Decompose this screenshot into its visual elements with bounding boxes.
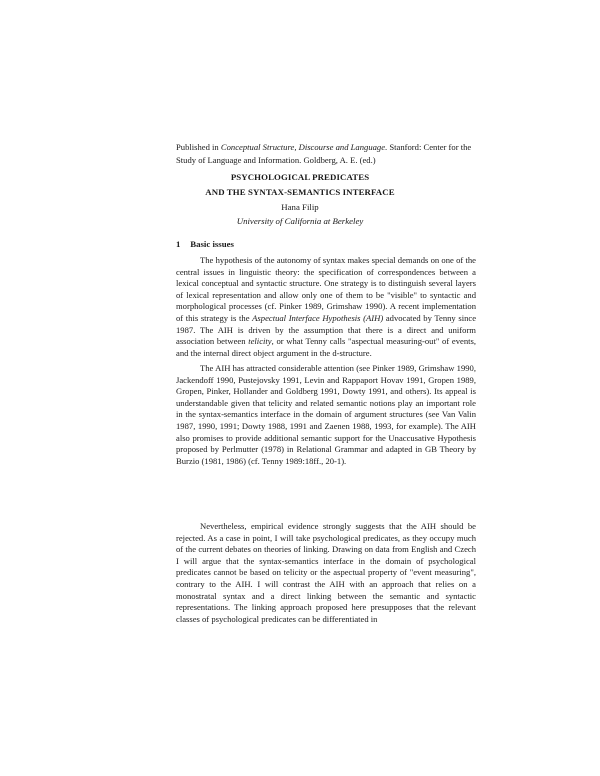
author-affiliation: University of California at Berkeley: [236, 216, 364, 226]
paragraph-1: [176, 255, 476, 359]
paragraph-2: The AIH has attracted considerable attention (see Pinker 1989, Grimshaw 1990, Jackendoff 1990, Pustejovsky 1991, Levin and Rappaport Hovav 1991, Gropen 1989, Gropen, Pinker, Hollander and Goldberg 1991, Dowty 1991, and others). Its appeal is understandable given that telicity and related semantic notions play an important role in the syntax-semantics interface in the domain of argument structures (see Van Valin 1987, 1990, 1991; Dowty 1988, 1991 and Zaenen 1988, 1993, for example). The AIH also promises to provide additional semantic support for the Unaccusative Hypothesis proposed by Perlmutter (1978) in Relational Grammar and adapted in GB Theory by Burzio (1981, 1986) (cf. Tenny 1989:18ff., 20-1).: [176, 363, 476, 466]
paragraph-1-emphasis-telicity: telicity: [248, 336, 272, 347]
paragraph-1-text-b: advocated by Tenny since 1987. The AIH is driven by the assumption that there is a direct and uniform association between: [176, 312, 477, 347]
paragraph-3: Nevertheless, empirical evidence strongly suggests that the AIH should be rejected. As a case in point, I will take psychological predicates, as they occupy much of the current debates on theories of linking. Drawing on data from English and Czech I will argue that the syntax-semantics interface in the domain of psychological predicates cannot be based on telicity or the aspectual property of "event measuring", contrary to the AIH. I will contrast the AIH with an approach that relies on a monostratal syntax and a direct linking between the semantic and syntactic representations. The linking approach proposed here presupposes that the relevant classes of psychological predicates can be differentiated in: [176, 521, 476, 624]
publication-details: . Stanford: Center for the Study of Language and Information. Goldberg, A. E. (ed.): [176, 142, 472, 165]
publication-note: [176, 141, 476, 167]
publication-prefix: Published in: [176, 142, 219, 152]
section-number: 1: [176, 239, 181, 249]
section-title: Basic issues: [190, 239, 234, 249]
paragraph-1-emphasis-aih: Aspectual Interface Hypothesis (AIH): [252, 312, 384, 323]
section-heading: [176, 239, 234, 249]
paper-title-line-2: AND THE SYNTAX-SEMANTICS INTERFACE: [205, 187, 395, 197]
paper-title-line-1: PSYCHOLOGICAL PREDICATES: [230, 172, 370, 182]
publication-venue: Conceptual Structure, Discourse and Language: [220, 142, 386, 152]
paragraph-1-text-a: The hypothesis of the autonomy of syntax makes special demands on one of the central issues in linguistic theory: the specification of correspondences between a lexical conceptual and syntactic structure. One strategy is to distinguish several layers of lexical representation and allow only one of them to be "visible" to syntactic and morphological processes (cf. Pinker 1989, Grimshaw 1990). A recent implementation of this strategy is the: [176, 255, 476, 323]
author-name: Hana Filip: [281, 202, 319, 212]
paragraph-1-text-c: , or what Tenny calls "aspectual measuring-out" of events, and the internal direct object argument in the d-structure.: [176, 336, 476, 358]
